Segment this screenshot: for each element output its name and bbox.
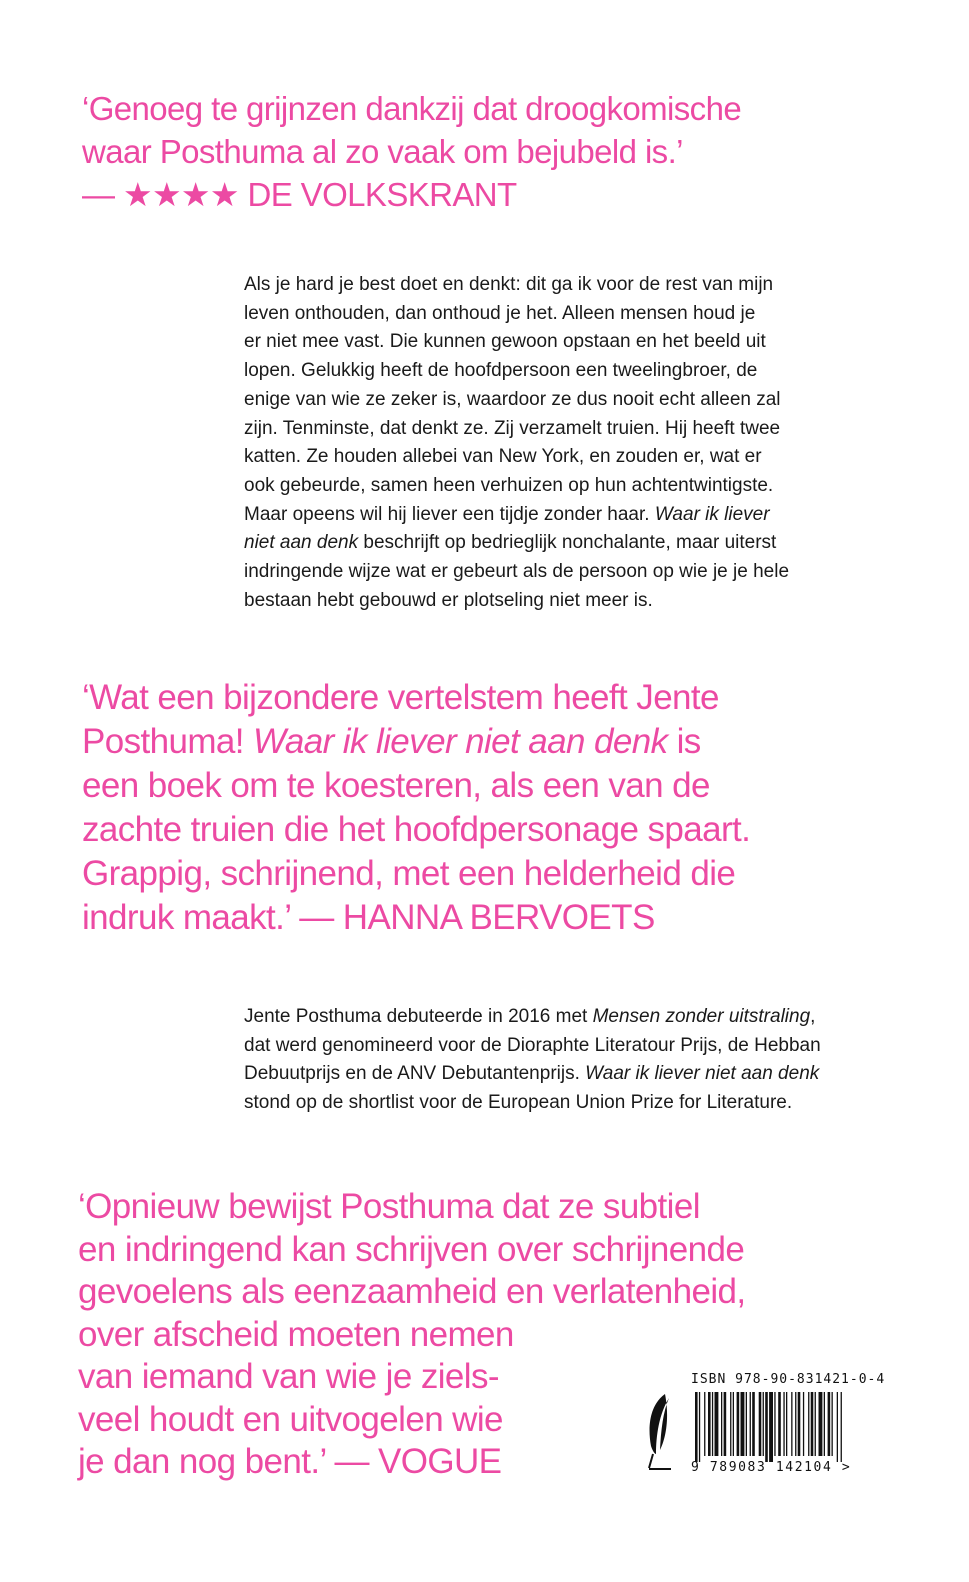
quote-text: Posthuma! [82, 722, 254, 761]
barcode-bar [837, 1392, 838, 1462]
barcode-bar [832, 1392, 833, 1456]
quote-line: ‘Opnieuw bewijst Posthuma dat ze subtiel [78, 1187, 700, 1226]
barcode-bar [798, 1392, 801, 1456]
bio-text: , [810, 1006, 816, 1027]
barcode-bar [803, 1392, 804, 1456]
barcode-bar [763, 1392, 764, 1456]
barcode-bar [733, 1392, 734, 1456]
blurb-line: Als je hard je best doet en denkt: dit ga ik voor de rest van mijn [244, 274, 774, 295]
barcode-number: 9 789083 142104 [691, 1460, 833, 1475]
barcode-bar [811, 1392, 814, 1456]
book-title-italic: Waar ik liever niet aan denk [253, 722, 668, 761]
barcode-image [693, 1392, 883, 1462]
blurb-line: bestaan hebt gebouwd er plotseling niet meer is. [244, 589, 653, 611]
barcode-bar [819, 1392, 823, 1456]
barcode-bar [715, 1392, 719, 1456]
bio-text: Jente Posthuma debuteerde in 2016 met [244, 1006, 593, 1027]
blurb-line: lopen. Gelukkig heeft de hoofdpersoon een tweelingbroer, de [244, 360, 758, 382]
quote-line: van iemand van wie je ziels- [78, 1357, 499, 1396]
blurb-line: indringende wijze wat er gebeurt als de persoon op wie je je hele [244, 561, 790, 583]
barcode-bar [824, 1392, 825, 1456]
barcode-bar [815, 1392, 816, 1456]
barcode-bar [765, 1392, 768, 1462]
bio-line: stond op de shortlist voor de European Union Prize for Literature. [244, 1092, 793, 1114]
barcode-bar [746, 1392, 747, 1456]
quote-hanna-bervoets [82, 676, 750, 940]
quill-logo-icon [643, 1390, 671, 1472]
barcode-bar [708, 1392, 711, 1456]
barcode-bar [841, 1392, 842, 1462]
blurb-line: leven onthouden, dan onthoud je het. Alleen mensen houd je [244, 302, 756, 324]
barcode-bar [741, 1392, 745, 1456]
quote-line: en indringend kan schrijven over schrijnende [78, 1229, 745, 1269]
barcode-bar [721, 1392, 722, 1456]
book-title-italic: Waar ik liever [654, 503, 770, 525]
barcode-bar [778, 1392, 781, 1456]
blurb-line [244, 501, 789, 530]
barcode-bar [791, 1392, 792, 1456]
barcode-bar [704, 1392, 705, 1456]
barcode-bar [752, 1392, 755, 1456]
quote-attribution: je dan nog bent.’ — VOGUE [78, 1442, 502, 1481]
quote-attribution: indruk maakt.’ — HANNA BERVOETS [82, 898, 655, 937]
quote-line: gevoelens als eenzaamheid en verlatenheid, [78, 1272, 746, 1311]
barcode-bar [730, 1392, 731, 1456]
blurb-line: enige van wie ze zeker is, waardoor ze dus nooit echt alleen zal [244, 388, 781, 410]
quiet-zone-mark: > [841, 1460, 852, 1475]
barcode-bar [699, 1392, 700, 1462]
barcode-bar [750, 1392, 751, 1456]
barcode-bar [786, 1392, 787, 1456]
barcode-bar [759, 1392, 762, 1456]
bio-line [244, 1060, 821, 1089]
quote-line: ‘Genoeg te grijnzen dankzij dat droogkomische [82, 90, 742, 127]
author-bio [244, 1003, 821, 1118]
barcode-bar [774, 1392, 775, 1456]
barcode-bar [724, 1392, 727, 1456]
blurb-line: er niet mee vast. Die kunnen gewoon opstaan en het beeld uit [244, 331, 766, 353]
quote-line: over afscheid moeten nemen [78, 1314, 514, 1354]
book-title-italic: Waar ik liever niet aan denk [585, 1063, 820, 1085]
quote-line: een boek om te koesteren, als een van de [82, 766, 710, 805]
blurb-line: zijn. Tenminste, dat denkt ze. Zij verzamelt truien. Hij heeft twee [244, 417, 781, 439]
bio-text: Debuutprijs en de ANV Debutantenprijs. [244, 1063, 586, 1085]
bio-line: dat werd genomineerd voor de Dioraphte Literatour Prijs, de Hebban [244, 1034, 821, 1056]
barcode-bar [795, 1392, 796, 1456]
quote-line: veel houdt en uitvogelen wie [78, 1399, 503, 1439]
quote-line: Grappig, schrijnend, met een helderheid die [82, 854, 736, 893]
quote-line: ‘Wat een bijzondere vertelstem heeft Jente [82, 678, 719, 717]
barcode-bar [769, 1392, 773, 1462]
book-title-italic: Mensen zonder uitstraling [592, 1006, 811, 1027]
isbn-barcode-block [643, 1372, 893, 1482]
barcode-bar [828, 1392, 831, 1456]
quote-line: waar Posthuma al zo vaak om bejubeld is.’ [82, 133, 683, 170]
quote-volkskrant [82, 87, 741, 216]
barcode-bar [783, 1392, 784, 1456]
book-title-italic: niet aan denk [244, 532, 359, 554]
blurb-text: Maar opeens wil hij liever een tijdje zonder haar. [244, 503, 655, 525]
barcode-bar [712, 1392, 713, 1456]
book-blurb [244, 271, 789, 615]
bio-line [244, 1003, 821, 1032]
barcode-bar [808, 1392, 809, 1456]
barcode-bar [695, 1392, 698, 1462]
blurb-line: ook gebeurde, samen heen verhuizen op hun achtentwintigste. [244, 474, 774, 496]
quote-attribution: — ★★★★ DE VOLKSKRANT [82, 176, 517, 213]
blurb-text: beschrijft op bedrieglijk nonchalante, maar uiterst [358, 532, 777, 554]
isbn-label: ISBN 978-90-831421-0-4 [691, 1372, 886, 1387]
blurb-line: katten. Ze houden allebei van New York, en zouden er, wat er [244, 446, 762, 468]
barcode-digits [691, 1460, 851, 1475]
quote-text: is [667, 722, 701, 761]
barcode-bar [737, 1392, 740, 1456]
blurb-line [244, 529, 789, 558]
quote-line [82, 720, 750, 764]
quote-line: zachte truien die het hoofdpersonage spaart. [82, 810, 751, 849]
